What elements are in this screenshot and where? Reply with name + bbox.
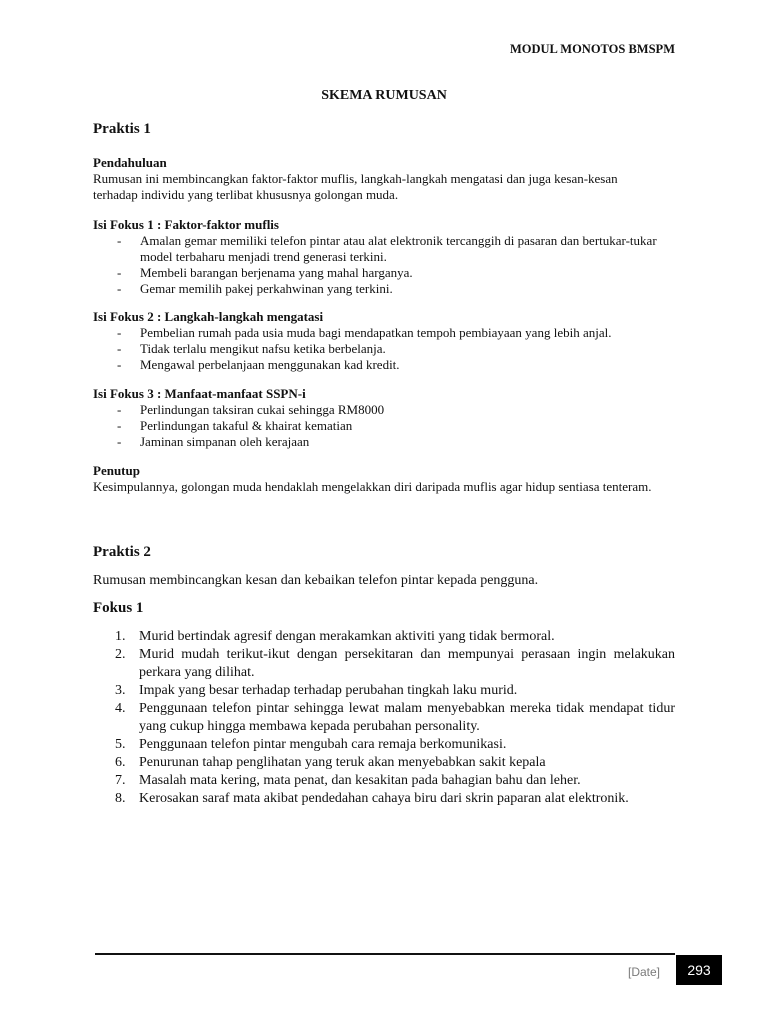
item-text: Penggunaan telefon pintar mengubah cara remaja berkomunikasi. [139,737,507,752]
fokus-1-section [93,628,675,808]
item-text: Murid mudah terikut-ikut dengan persekitaran dan mempunyai perasaan ingin melakukan perkara yang dilihat. [139,647,675,680]
item-text: Penggunaan telefon pintar sehingga lewat malam menyebabkan mereka tidak mendapat tidur yang cukup hingga membawa kepada perubahan personality. [139,701,675,734]
isi-fokus-2-section [93,309,675,373]
list-item [115,754,675,772]
item-number: 5. [115,737,126,752]
item-text: Masalah mata kering, mata penat, dan kesakitan pada bahagian bahu dan leher. [139,773,581,788]
isi-fokus-3-list [93,402,675,450]
item-number: 4. [115,701,126,716]
praktis-2-heading: Praktis 2 [93,544,151,560]
isi-fokus-2-list [93,325,675,373]
list-item [115,682,675,700]
isi-fokus-3-heading: Isi Fokus 3 : Manfaat-manfaat SSPN-i [93,386,306,401]
list-item [115,772,675,790]
list-item [115,646,675,682]
footer-date: [Date] [628,965,661,979]
list-item: - Pembelian rumah pada usia muda bagi mendapatkan tempoh pembiayaan yang lebih anjal. [117,325,675,341]
item-number: 3. [115,683,126,698]
pendahuluan-section [93,155,675,203]
running-header: MODUL MONOTOS BMSPM [509,42,675,56]
praktis-2-intro: Rumusan membincangkan kesan dan kebaikan telefon pintar kepada pengguna. [93,573,539,588]
isi-fokus-1-heading: Isi Fokus 1 : Faktor-faktor muflis [93,217,279,232]
item-number: 7. [115,773,126,788]
list-item: - Gemar memilih pakej perkahwinan yang terkini. [117,281,675,297]
penutup-text: Kesimpulannya, golongan muda hendaklah mengelakkan diri daripada muflis agar hidup sentiasa tenteram. [93,479,652,494]
list-item [115,628,675,646]
item-number: 6. [115,755,126,770]
praktis-1-heading: Praktis 1 [93,121,151,137]
isi-fokus-3-section [93,386,675,450]
list-item [115,790,675,808]
pendahuluan-line-1: Rumusan ini membincangkan faktor-faktor muflis, langkah-langkah mengatasi dan juga kesan-kesan [93,171,618,186]
isi-fokus-2-heading: Isi Fokus 2 : Langkah-langkah mengatasi [93,309,324,324]
footer-divider [95,953,675,955]
item-text: Impak yang besar terhadap terhadap perubahan tingkah laku murid. [139,683,518,698]
item-text: Penurunan tahap penglihatan yang teruk akan menyebabkan sakit kepala [139,755,546,770]
isi-fokus-1-list [93,233,675,297]
isi-fokus-1-section [93,217,675,297]
item-text: Kerosakan saraf mata akibat pendedahan cahaya biru dari skrin paparan alat elektronik. [139,791,629,806]
list-item: - Membeli barangan berjenama yang mahal harganya. [117,265,675,281]
list-item: - Perlindungan taksiran cukai sehingga RM8000 [117,402,675,418]
item-text: Murid bertindak agresif dengan merakamkan aktiviti yang tidak bermoral. [139,629,555,644]
list-item: - Jaminan simpanan oleh kerajaan [117,434,675,450]
fokus-1-heading: Fokus 1 [93,600,144,616]
list-item: - Perlindungan takaful & khairat kematian [117,418,675,434]
item-number: 2. [115,647,126,662]
item-number: 8. [115,791,126,806]
page-title: SKEMA RUMUSAN [321,88,447,103]
penutup-section [93,463,675,495]
list-item: - Tidak terlalu mengikut nafsu ketika berbelanja. [117,341,675,357]
penutup-heading: Penutup [93,463,140,478]
item-number: 1. [115,629,126,644]
pendahuluan-heading: Pendahuluan [93,155,167,170]
list-item [115,700,675,736]
list-item: - Mengawal perbelanjaan menggunakan kad kredit. [117,357,675,373]
list-item: - Amalan gemar memiliki telefon pintar atau alat elektronik tercanggih di pasaran dan bertukar-tukar model terbaharu menjadi trend generasi terkini. [117,233,675,265]
pendahuluan-line-2: terhadap individu yang terlibat khususnya golongan muda. [93,187,399,202]
fokus-1-list [93,628,675,808]
list-item [115,736,675,754]
page-number: 293 [676,955,722,985]
